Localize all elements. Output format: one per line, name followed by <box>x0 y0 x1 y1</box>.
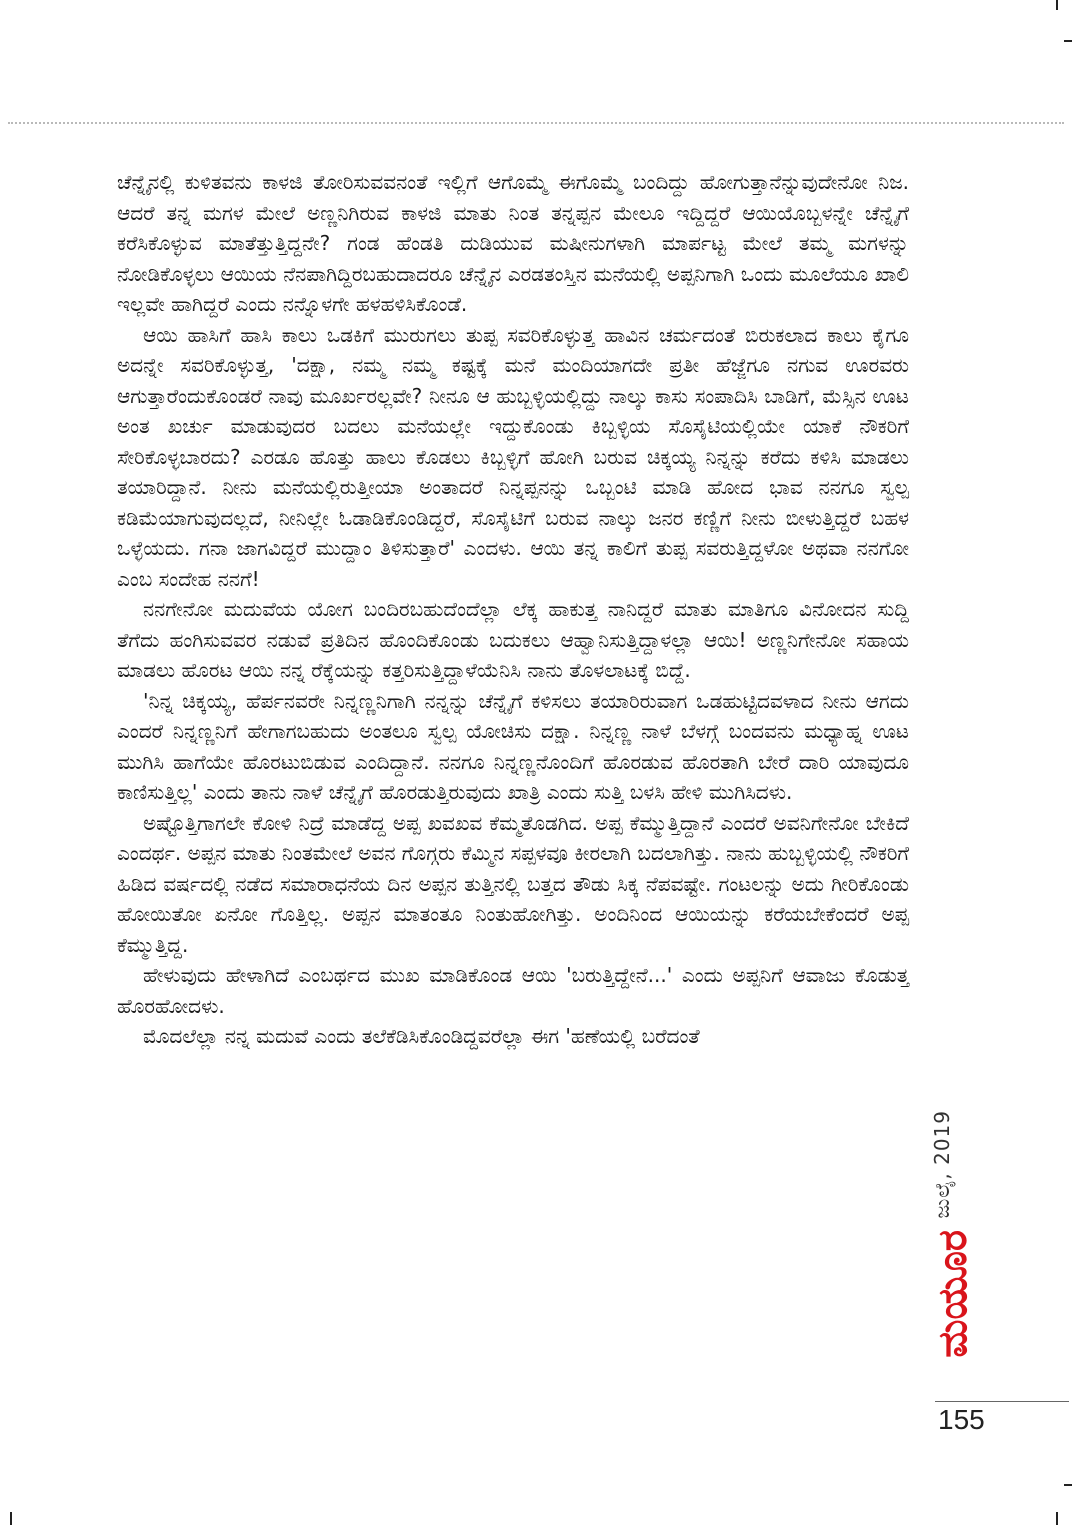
magazine-logo: ಮಯೂರ <box>930 1230 976 1358</box>
paragraph: 'ನಿನ್ನ ಚಿಕ್ಕಯ್ಯ, ಹೆರ್ಪನವರೇ ನಿನ್ನಣ್ಣನಿಗಾಗಿ ನನ್ನನ್ನು ಚೆನ್ನೈಗೆ ಕಳಿಸಲು ತಯಾರಿರುವಾಗ ಒಡಹುಟ್ಟಿದವಳಾದ ನೀನು ಆಗದು ಎಂದರೆ ನಿನ್ನಣ್ಣನಿಗೆ ಹೇಗಾಗಬಹುದು ಅಂತಲೂ ಸ್ವಲ್ಪ ಯೋಚಿಸು ದಕ್ಷಾ. ನಿನ್ನಣ್ಣ ನಾಳೆ ಬೆಳಗ್ಗೆ ಬಂದವನು ಮಧ್ಯಾಹ್ನ ಊಟ ಮುಗಿಸಿ ಹಾಗೆಯೇ ಹೊರಟುಬಿಡುವ ಎಂದಿದ್ದಾನೆ. ನನಗೂ ನಿನ್ನಣ್ಣನೊಂದಿಗೆ ಹೊರಡುವ ಹೊರತಾಗಿ ಬೇರೆ ದಾರಿ ಯಾವುದೂ ಕಾಣಿಸುತ್ತಿಲ್ಲ' ಎಂದು ತಾನು ನಾಳೆ ಚೆನ್ನೈಗೆ ಹೊರಡುತ್ತಿರುವುದು ಖಾತ್ರಿ ಎಂದು ಸುತ್ತಿ ಬಳಸಿ ಹೇಳಿ ಮುಗಿಸಿದಳು. <box>117 688 909 804</box>
paragraph: ನನಗೇನೋ ಮದುವೆಯ ಯೋಗ ಬಂದಿರಬಹುದೆಂದೆಲ್ಲಾ ಲೆಕ್ಕ ಹಾಕುತ್ತ ನಾನಿದ್ದರೆ ಮಾತು ಮಾತಿಗೂ ವಿನೋದನ ಸುದ್ದಿ ತೆಗೆದು ಹಂಗಿಸುವವರ ನಡುವೆ ಪ್ರತಿದಿನ ಹೊಂದಿಕೊಂಡು ಬದುಕಲು ಆಹ್ವಾನಿಸುತ್ತಿದ್ದಾಳಲ್ಲಾ ಆಯಿ! ಅಣ್ಣನಿಗೇನೋ ಸಹಾಯ ಮಾಡಲು ಹೊರಟ ಆಯಿ ನನ್ನ ರೆಕ್ಕೆಯನ್ನು ಕತ್ತರಿಸುತ್ತಿದ್ದಾಳೆಯೆನಿಸಿ ನಾನು ತೊಳಲಾಟಕ್ಕೆ ಬಿದ್ದೆ. <box>117 597 909 682</box>
issue-date: ಜುಲೈ, 2019 <box>930 1110 954 1219</box>
header-dotted-rule <box>8 122 1064 124</box>
paragraph: ಅಷ್ಟೊತ್ತಿಗಾಗಲೇ ಕೋಳಿ ನಿದ್ರೆ ಮಾಡೆದ್ದ ಅಪ್ಪ ಖವಖವ ಕೆಮ್ಮತೊಡಗಿದ. ಅಪ್ಪ ಕೆಮ್ಮುತ್ತಿದ್ದಾನೆ ಎಂದರೆ ಅವನಿಗೇನೋ ಬೇಕಿದೆ ಎಂದರ್ಥ. ಅಪ್ಪನ ಮಾತು ನಿಂತಮೇಲೆ ಅವನ ಗೊಗ್ಗರು ಕೆಮ್ಮಿನ ಸಪ್ಪಳವೂ ಕೀರಲಾಗಿ ಬದಲಾಗಿತ್ತು. ನಾನು ಹುಬ್ಬಳ್ಳಿಯಲ್ಲಿ ನೌಕರಿಗೆ ಹಿಡಿದ ವರ್ಷದಲ್ಲಿ ನಡೆದ ಸಮಾರಾಧನೆಯ ದಿನ ಅಪ್ಪನ ತುತ್ತಿನಲ್ಲಿ ಬತ್ತದ ತೌಡು ಸಿಕ್ಕ ನೆಪವಷ್ಟೇ. ಗಂಟಲನ್ನು ಅದು ಗೀರಿಕೊಂಡು ಹೋಯಿತೋ ಏನೋ ಗೊತ್ತಿಲ್ಲ. ಅಪ್ಪನ ಮಾತಂತೂ ನಿಂತುಹೋಗಿತ್ತು. ಅಂದಿನಿಂದ ಆಯಿಯನ್ನು ಕರೆಯಬೇಕೆಂದರೆ ಅಪ್ಪ ಕೆಮ್ಮುತ್ತಿದ್ದ. <box>117 810 909 957</box>
paragraph: ಹೇಳುವುದು ಹೇಳಾಗಿದೆ ಎಂಬರ್ಥದ ಮುಖ ಮಾಡಿಕೊಂಡ ಆಯಿ 'ಬರುತ್ತಿದ್ದೇನೆ...' ಎಂದು ಅಪ್ಪನಿಗೆ ಆವಾಜು ಕೊಡುತ್ತ ಹೊರಹೋದಳು. <box>117 963 909 1018</box>
paragraph: ಚೆನ್ನೈನಲ್ಲಿ ಕುಳಿತವನು ಕಾಳಜಿ ತೋರಿಸುವವನಂತೆ ಇಲ್ಲಿಗೆ ಆಗೊಮ್ಮೆ ಈಗೊಮ್ಮೆ ಬಂದಿದ್ದು ಹೋಗುತ್ತಾನೆನ್ನುವುದೇನೋ ನಿಜ. ಆದರೆ ತನ್ನ ಮಗಳ ಮೇಲೆ ಅಣ್ಣನಿಗಿರುವ ಕಾಳಜಿ ಮಾತು ನಿಂತ ತನ್ನಪ್ಪನ ಮೇಲೂ ಇದ್ದಿದ್ದರೆ ಆಯಿಯೊಬ್ಬಳನ್ನೇ ಚೆನ್ನೈಗೆ ಕರೆಸಿಕೊಳ್ಳುವ ಮಾತೆತ್ತುತ್ತಿದ್ದನೇ? ಗಂಡ ಹೆಂಡತಿ ದುಡಿಯುವ ಮಷೀನುಗಳಾಗಿ ಮಾರ್ಪಟ್ಟ ಮೇಲೆ ತಮ್ಮ ಮಗಳನ್ನು ನೋಡಿಕೊಳ್ಳಲು ಆಯಿಯ ನೆನಪಾಗಿದ್ದಿರಬಹುದಾದರೂ ಚೆನ್ನೈನ ಎರಡತಂಸ್ತಿನ ಮನೆಯಲ್ಲಿ ಅಪ್ಪನಿಗಾಗಿ ಒಂದು ಮೂಲೆಯೂ ಖಾಲಿ ಇಲ್ಲವೇ ಹಾಗಿದ್ದರೆ ಎಂದು ನನ್ನೊಳಗೇ ಹಳಹಳಿಸಿಕೊಂಡೆ. <box>117 170 909 316</box>
crop-mark-top-right <box>1056 0 1058 10</box>
crop-mark-bottom-left <box>10 1512 12 1525</box>
crop-mark-bottom-right <box>1056 1512 1058 1525</box>
paragraph: ಆಯಿ ಹಾಸಿಗೆ ಹಾಸಿ ಕಾಲು ಒಡಕಿಗೆ ಮುರುಗಲು ತುಪ್ಪ ಸವರಿಕೊಳ್ಳುತ್ತ ಹಾವಿನ ಚರ್ಮದಂತೆ ಬಿರುಕಲಾದ ಕಾಲು ಕೈಗೂ ಅದನ್ನೇ ಸವರಿಕೊಳ್ಳುತ್ತ, 'ದಕ್ಷಾ, ನಮ್ಮ ನಮ್ಮ ಕಷ್ಟಕ್ಕೆ ಮನೆ ಮಂದಿಯಾಗದೇ ಪ್ರತೀ ಹೆಜ್ಜೆಗೂ ನಗುವ ಊರವರು ಆಗುತ್ತಾರೆಂದುಕೊಂಡರೆ ನಾವು ಮೂರ್ಖರಲ್ಲವೇ? ನೀನೂ ಆ ಹುಬ್ಬಳ್ಳಿಯಲ್ಲಿದ್ದು ನಾಲ್ಕು ಕಾಸು ಸಂಪಾದಿಸಿ ಬಾಡಿಗೆ, ಮೆಸ್ಸಿನ ಊಟ ಅಂತ ಖರ್ಚು ಮಾಡುವುದರ ಬದಲು ಮನೆಯಲ್ಲೇ ಇದ್ದುಕೊಂಡು ಕಿಬ್ಬಳ್ಳಿಯ ಸೊಸೈಟಿಯಲ್ಲಿಯೇ ಯಾಕೆ ನೌಕರಿಗೆ ಸೇರಿಕೊಳ್ಳಬಾರದು? ಎರಡೂ ಹೊತ್ತು ಹಾಲು ಕೊಡಲು ಕಿಬ್ಬಳ್ಳಿಗೆ ಹೋಗಿ ಬರುವ ಚಿಕ್ಕಯ್ಯ ನಿನ್ನನ್ನು ಕರೆದು ಕಳಿಸಿ ಮಾಡಲು ತಯಾರಿದ್ದಾನೆ. ನೀನು ಮನೆಯಲ್ಲಿರುತ್ತೀಯಾ ಅಂತಾದರೆ ನಿನ್ನಪ್ಪನನ್ನು ಒಬ್ಬಂಟಿ ಮಾಡಿ ಹೋದ ಭಾವ ನನಗೂ ಸ್ವಲ್ಪ ಕಡಿಮೆಯಾಗುವುದಲ್ಲದೆ, ನೀನಿಲ್ಲೇ ಓಡಾಡಿಕೊಂಡಿದ್ದರೆ, ಸೊಸೈಟಿಗೆ ಬರುವ ನಾಲ್ಕು ಜನರ ಕಣ್ಣಿಗೆ ನೀನು ಬೀಳುತ್ತಿದ್ದರೆ ಬಹಳ ಒಳ್ಳೆಯದು. ಗನಾ ಜಾಗವಿದ್ದರೆ ಮುದ್ದಾಂ ತಿಳಿಸುತ್ತಾರೆ' ಎಂದಳು. ಆಯಿ ತನ್ನ ಕಾಲಿಗೆ ತುಪ್ಪ ಸವರುತ್ತಿದ್ದಳೋ ಅಥವಾ ನನಗೋ ಎಂಬ ಸಂದೇಹ ನನಗೆ! <box>117 322 909 591</box>
page-number: 155 <box>938 1404 985 1435</box>
crop-mark-right-upper <box>1064 40 1072 42</box>
footer-rule <box>935 1401 1069 1402</box>
magazine-sidebar <box>930 1110 990 1410</box>
article-body <box>117 167 909 1052</box>
paragraph: ಮೊದಲೆಲ್ಲಾ ನನ್ನ ಮದುವೆ ಎಂದು ತಲೆಕೆಡಿಸಿಕೊಂಡಿದ್ದವರೆಲ್ಲಾ ಈಗ 'ಹಣೆಯಲ್ಲಿ ಬರೆದಂತೆ <box>143 1024 700 1048</box>
crop-mark-right-lower <box>1064 1484 1072 1486</box>
